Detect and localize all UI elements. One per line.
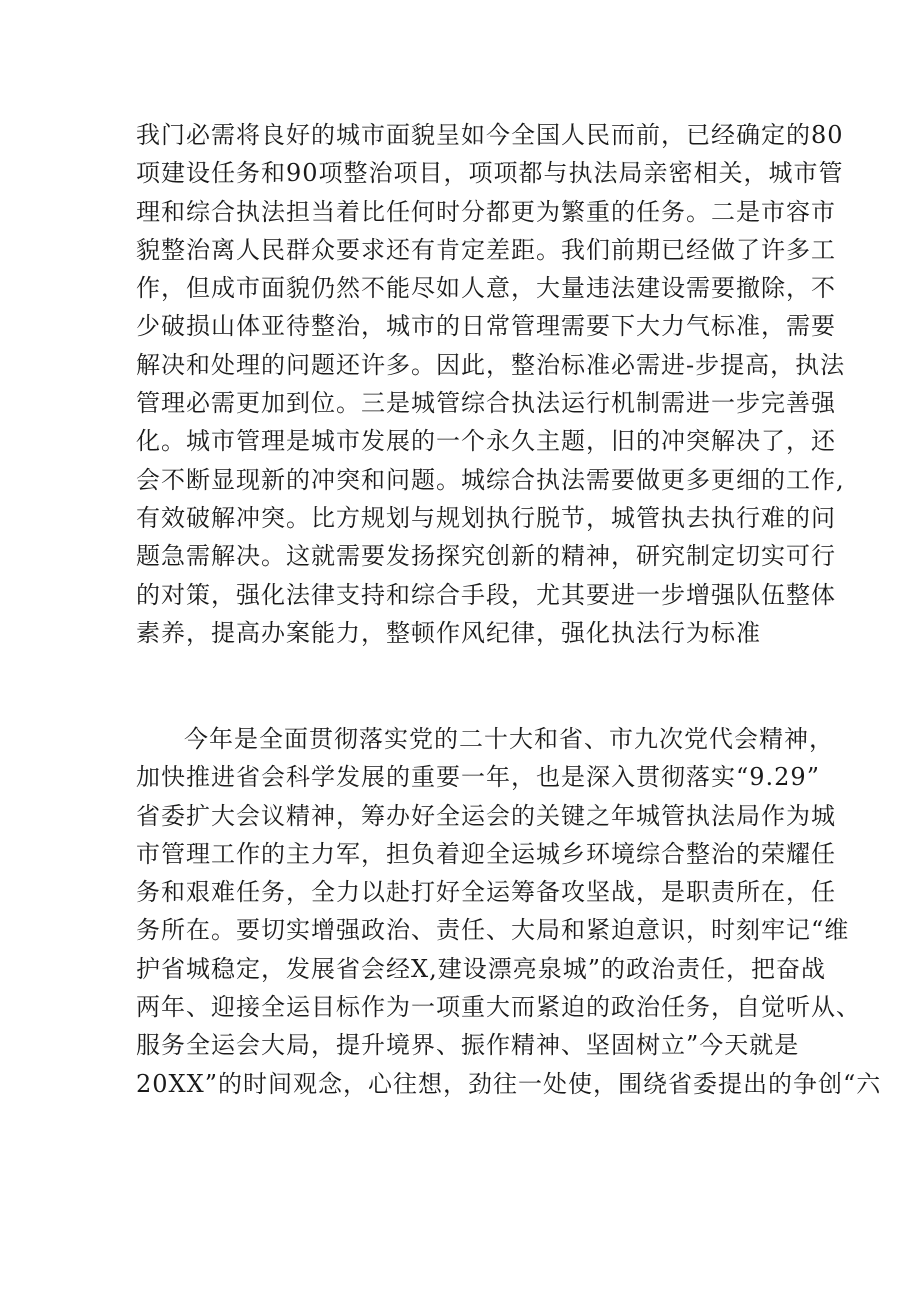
text-line: 两年、迎接全运目标作为一项重大而紧迫的政治任务，自觉听从、 bbox=[136, 993, 861, 1022]
text-line: 护省城稳定，发展省会经X,建设漂亮泉城”的政治责任，把奋战 bbox=[136, 954, 826, 983]
text-line: 项建设任务和90项整治项目，项项都与执法局亲密相关，城市管 bbox=[136, 159, 844, 188]
text-line: 有效破解冲突。比方规划与规划执行脱节，城管执去执行难的问 bbox=[136, 503, 836, 532]
text-line: 20XX”的时间观念，心往想，劲往一处使，围绕省委提出的争创“六 bbox=[136, 1069, 882, 1098]
text-line: 会不断显现新的冲突和问题。城综合执法需要做更多更细的工作, bbox=[136, 465, 845, 494]
text-line: 我门必需将良好的城市面貌呈如今全国人民而前，已经确定的80 bbox=[136, 121, 844, 149]
paragraph-2 bbox=[136, 720, 882, 1103]
text-line: 题急需解决。这就需要发扬探究创新的精神，研究制定切实可行 bbox=[136, 542, 836, 571]
text-line: 今年是全面贯彻落实党的二十大和省、市九次党代会精神， bbox=[184, 725, 834, 753]
text-line: 省委扩大会议精神，筹办好全运会的关键之年城管执法局作为城 bbox=[136, 801, 836, 830]
text-line: 加快推进省会科学发展的重要一年，也是深入贯彻落实“9.29” bbox=[136, 763, 820, 792]
text-line: 貌整治离人民群众要求还有肯定差距。我们前期已经做了许多工 bbox=[136, 235, 836, 264]
paragraph-1 bbox=[136, 116, 846, 652]
text-line: 理和综合执法担当着比任何时分都更为繁重的任务。二是市容市 bbox=[136, 197, 836, 226]
text-line: 化。城市管理是城市发展的一个永久主题，旧的冲突解决了，还 bbox=[136, 427, 836, 456]
text-line: 解决和处理的问题还许多。因此，整治标准必需进-步提高，执法 bbox=[136, 350, 846, 379]
text-line: 市管理工作的主力军，担负着迎全运城乡环境综合整治的荣耀任 bbox=[136, 839, 836, 868]
text-line: 少破损山体亚待整治，城市的日常管理需要下大力气标准，需要 bbox=[136, 312, 836, 341]
text-line: 的对策，强化法律支持和综合手段，尤其要进一步增强队伍整体 bbox=[136, 580, 836, 609]
text-line: 管理必需更加到位。三是城管综合执法运行机制需进一步完善强 bbox=[136, 389, 836, 418]
text-line: 作，但成市面貌仍然不能尽如人意，大量违法建设需要撤除，不 bbox=[136, 274, 836, 303]
text-line: 素养，提高办案能力，整顿作风纪律，强化执法行为标准 bbox=[136, 618, 761, 647]
text-line: 务所在。要切实增强政治、责任、大局和紧迫意识，时刻牢记“维 bbox=[136, 916, 850, 945]
text-line: 服务全运会大局，提升境界、振作精神、坚固树立”今天就是 bbox=[136, 1031, 800, 1060]
text-line: 务和艰难任务，全力以赴打好全运筹备攻坚战，是职责所在，任 bbox=[136, 878, 836, 907]
